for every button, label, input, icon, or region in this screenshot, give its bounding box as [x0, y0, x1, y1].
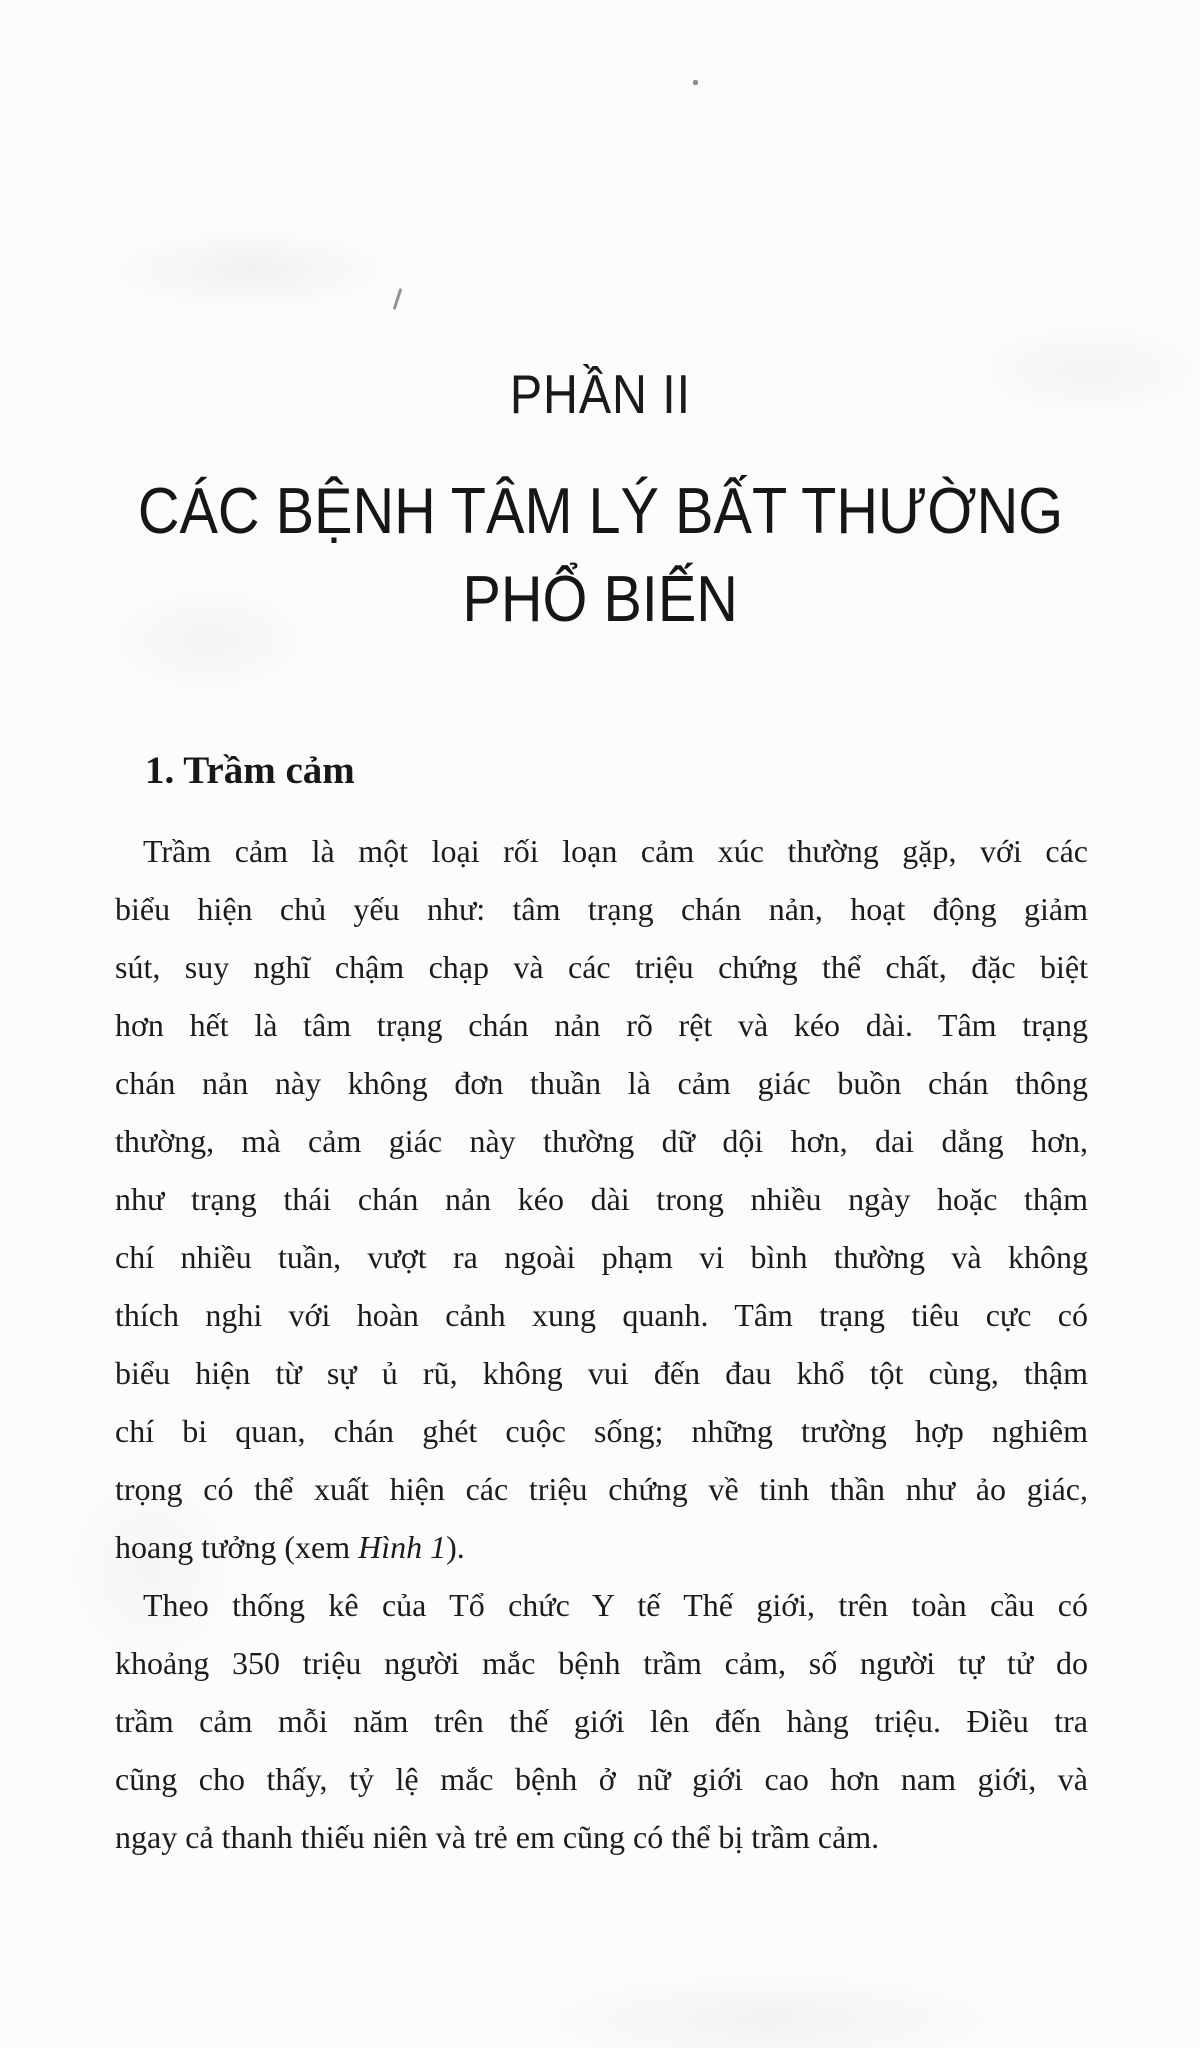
part-label: PHẦN II — [509, 364, 691, 426]
figure-reference: Hình 1 — [358, 1529, 447, 1565]
scan-dot-artifact — [693, 80, 698, 85]
text-line: Theo thống kê của Tổ chức Y tế Thế giới, trên toàn cầu có — [143, 1587, 1088, 1623]
section-heading: 1. Trầm cảm — [145, 749, 355, 792]
paragraph-depression-intro — [115, 822, 1088, 1576]
text-line: chán nản này không đơn thuần là cảm giác buồn chán thông — [115, 1065, 1088, 1101]
text-segment: ). — [446, 1529, 465, 1565]
text-line: chí bi quan, chán ghét cuộc sống; những trường hợp nghiêm — [115, 1413, 1088, 1449]
text-line: thích nghi với hoàn cảnh xung quanh. Tâm trạng tiêu cực có — [115, 1297, 1088, 1333]
text-line: biểu hiện chủ yếu như: tâm trạng chán nản, hoạt động giảm — [115, 891, 1088, 927]
text-line: biểu hiện từ sự ủ rũ, không vui đến đau khổ tột cùng, thậm — [115, 1355, 1088, 1391]
text-line: chí nhiều tuần, vượt ra ngoài phạm vi bình thường và không — [115, 1239, 1088, 1275]
title-line-1: CÁC BỆNH TÂM LÝ BẤT THƯỜNG — [137, 475, 1063, 548]
text-line: cũng cho thấy, tỷ lệ mắc bệnh ở nữ giới cao hơn nam giới, và — [115, 1761, 1088, 1797]
scan-slash-artifact — [393, 288, 403, 310]
title-line-2: PHỔ BIẾN — [462, 563, 738, 636]
text-segment: hoang tưởng (xem — [115, 1529, 359, 1565]
text-line: Trầm cảm là một loại rối loạn cảm xúc thường gặp, với các — [143, 833, 1088, 869]
text-line — [115, 1518, 1088, 1576]
text-line: trầm cảm mỗi năm trên thế giới lên đến hàng triệu. Điều tra — [115, 1703, 1088, 1739]
text-line: khoảng 350 triệu người mắc bệnh trầm cảm, số người tự tử do — [115, 1645, 1088, 1681]
paragraph-who-statistics — [115, 1576, 1088, 1866]
text-line: hơn hết là tâm trạng chán nản rõ rệt và kéo dài. Tâm trạng — [115, 1007, 1088, 1043]
page-title — [0, 468, 1200, 644]
text-line: như trạng thái chán nản kéo dài trong nhiều ngày hoặc thậm — [115, 1181, 1088, 1217]
text-line: thường, mà cảm giác này thường dữ dội hơn, dai dẳng hơn, — [115, 1123, 1088, 1159]
text-line: trọng có thể xuất hiện các triệu chứng về tinh thần như ảo giác, — [115, 1471, 1088, 1507]
text-line: ngay cả thanh thiếu niên và trẻ em cũng có thể bị trầm cảm. — [115, 1819, 880, 1855]
body-text — [115, 822, 1088, 1866]
text-line: sút, suy nghĩ chậm chạp và các triệu chứng thể chất, đặc biệt — [115, 949, 1088, 985]
